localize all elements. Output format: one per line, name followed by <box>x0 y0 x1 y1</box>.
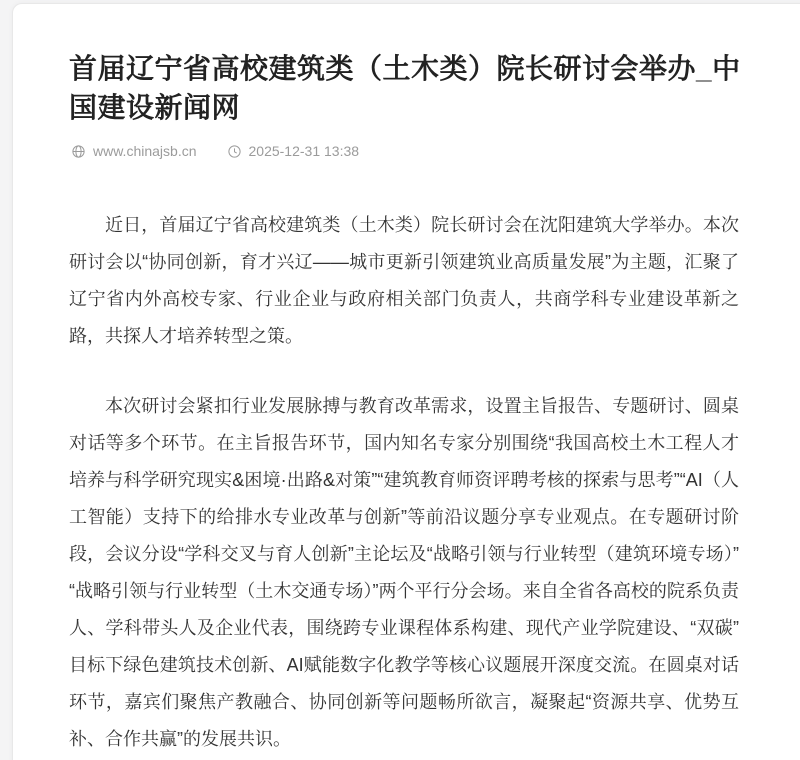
paragraph: 近日，首届辽宁省高校建筑类（土木类）院长研讨会在沈阳建筑大学举办。本次研讨会以“协同创新，育才兴辽——城市更新引领建筑业高质量发展”为主题，汇聚了辽宁省内外高校专家、行业企业与政府相关部门负责人，共商学科专业建设革新之路，共探人才培养转型之策。 <box>69 215 739 346</box>
article-card <box>12 3 800 760</box>
source-item <box>71 141 197 161</box>
publish-time: 2025-12-31 13:38 <box>248 143 360 159</box>
article-title: 首届辽宁省高校建筑类（土木类）院长研讨会举办_中国建设新闻网 <box>69 53 741 123</box>
paragraph: 本次研讨会紧扣行业发展脉搏与教育改革需求，设置主旨报告、专题研讨、圆桌对话等多个环节。在主旨报告环节，国内知名专家分别围绕“我国高校土木工程人才培养与科学研究现实&困境·出路&对策”“建筑教育师资评聘考核的探索与思考”“AI（人工智能）支持下的给排水专业改革与创新”等前沿议题分享专业观点。在专题研讨阶段，会议分设“学科交叉与育人创新”主论坛及“战略引领与行业转型（建筑环境专场）”“战略引领与行业转型（土木交通专场）”两个平行分会场。来自全省各高校的院系负责人、学科带头人及企业代表，围绕跨专业课程体系构建、现代产业学院建设、“双碳”目标下绿色建筑技术创新、AI赋能数字化教学等核心议题展开深度交流。在圆桌对话环节，嘉宾们聚焦产教融合、协同创新等问题畅所欲言，凝聚起“资源共享、优势互补、合作共赢”的发展共识。 <box>69 396 739 749</box>
clock-icon <box>227 144 242 159</box>
source-url: www.chinajsb.cn <box>93 143 197 159</box>
article-meta <box>71 141 748 161</box>
time-item <box>227 141 360 161</box>
article-body <box>69 207 739 758</box>
globe-icon <box>71 144 86 159</box>
